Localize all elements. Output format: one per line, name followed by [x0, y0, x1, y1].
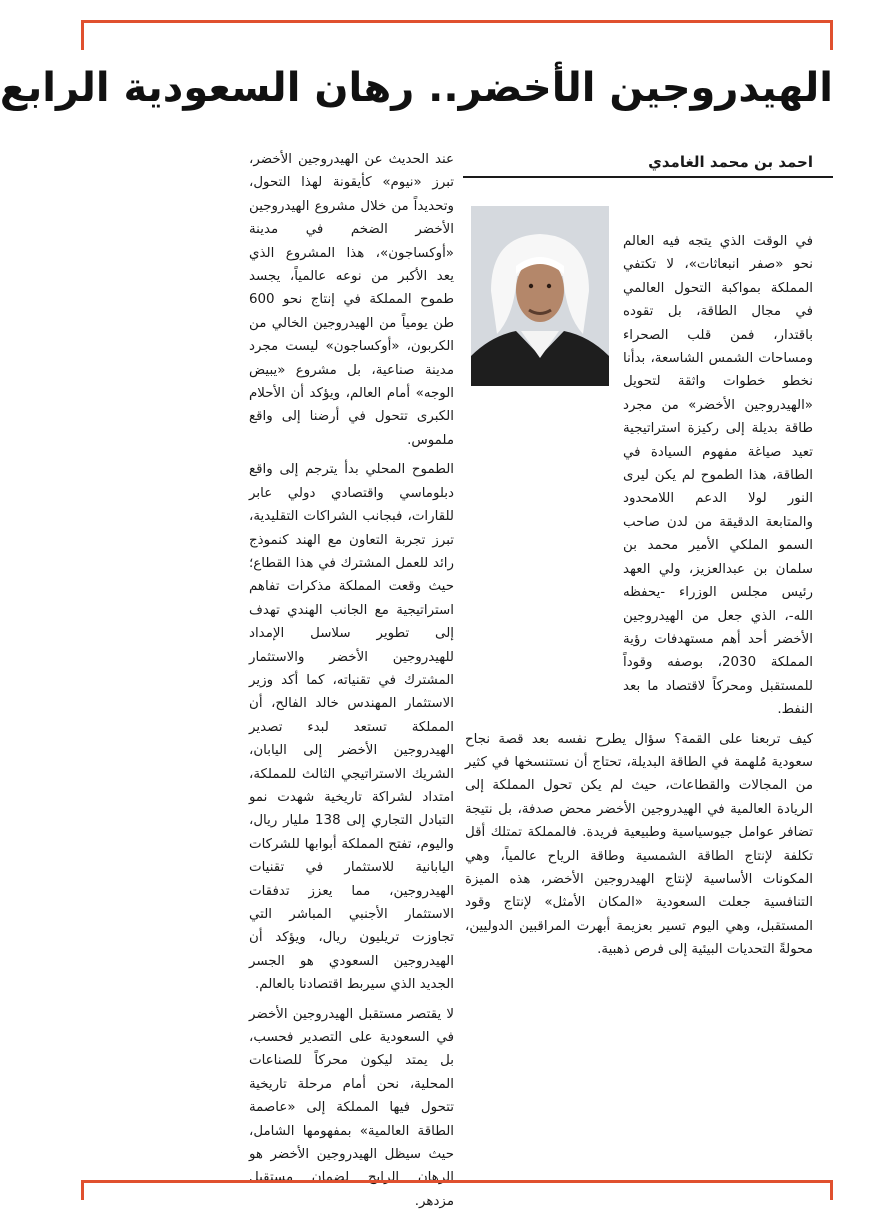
author-byline: احمد بن محمد الغامدي — [463, 148, 833, 178]
bottom-frame-rule — [81, 1180, 833, 1200]
right-column — [463, 148, 833, 1148]
author-photo — [471, 206, 609, 386]
left-column — [249, 148, 454, 1209]
article-paragraph-4: الطموح المحلي بدأ يترجم إلى واقع دبلوماسي واقتصادي دولي عابر للقارات، فبجانب الشراكات التقليدية، تبرز تجربة التعاون مع الهند كنموذج رائد للعمل المشترك في هذا القطاع؛ حيث وقعت المملكة مذكرات تفاهم استراتيجية مع الجانب الهندي تهدف إلى تطوير سلاسل الإمداد للهيدروجين الأخضر والاستثمار المشترك في تقنياته، كما أكد وزير الاستثمار المهندس خالد الفالح، أن المملكة تستعد لبدء تصدير الهيدروجين الأخضر إلى اليابان، الشريك الاستراتيجي الثالث للمملكة، امتداد لشراكة تاريخية شهدت نمو التبادل التجاري إلى 138 مليار ريال، واليوم، تفتح المملكة أبوابها للشركات اليابانية للاستثمار في تقنيات الهيدروجين، مما يعزز تدفقات الاستثمار الأجنبي المباشر التي تجاوزت تريليون ريال، ويؤكد أن الهيدروجين السعودي هو الجسر الجديد الذي سيربط اقتصادنا بالعالم. — [249, 462, 454, 993]
article-paragraph-3: عند الحديث عن الهيدروجين الأخضر، تبرز «نيوم» كأيقونة لهذا التحول، وتحديداً من خلال مشروع الهيدروجين الأخضر الضخم في مدينة «أوكساجون»، هذا المشروع الذي يعد الأكبر من نوعه عالمياً، يجسد طموح المملكة في إنتاج نحو 600 طن يومياً من الهيدروجين الخالي من الكربون، «أوكساجون» ليست مجرد مدينة صناعية، بل مشروع «يبيض الوجه» أمام العالم، ويؤكد أن الأحلام الكبرى تتحول في أرضنا إلى واقع ملموس. — [249, 152, 454, 448]
article-paragraph-1: في الوقت الذي يتجه فيه العالم نحو «صفر انبعاثات»، لا تكتفي المملكة بمواكبة التحول العالمي في مجال الطاقة، بل تقوده باقتدار، فمن قلب الصحراء ومساحات الشمس الشاسعة، بدأنا نخطو خطوات واثقة لتحويل «الهيدروجين الأخضر» من مجرد طاقة بديلة إلى ركيزة استراتيجية تعيد صياغة مفهوم السيادة في الطاقة، هذا الطموح لم يكن ليرى النور لولا الدعم اللامحدود والمتابعة الدقيقة من لدن صاحب السمو الملكي الأمير محمد بن سلمان بن عبدالعزيز، ولي العهد رئيس مجلس الوزراء -يحفظه الله-، الذي جعل من الهيدروجين الأخضر أحد أهم مستهدفات رؤية المملكة 2030، بوصفه وقوداً للمستقبل ومحركاً لاقتصاد ما بعد النفط. — [623, 234, 814, 718]
top-frame-rule — [81, 20, 833, 50]
author-portrait-icon — [471, 206, 609, 386]
article-paragraph-2: كيف تربعنا على القمة؟ سؤال يطرح نفسه بعد قصة نجاح سعودية مُلهمة في الطاقة البديلة، تحتاج أن نستنسخها في كثير من المجالات والقطاعات، حيث لم يكن تحول المملكة إلى الريادة العالمية في الهيدروجين الأخضر محض صدفة، بل نتيجة تضافر عوامل جيوسياسية وطبيعية فريدة. فالمملكة تمتلك أقل تكلفة لإنتاج الطاقة الشمسية وطاقة الرياح عالمياً، وهي المكونات الأساسية لإنتاج الهيدروجين الأخضر، هذه الميزة التنافسية جعلت السعودية «المكان الأمثل» لإنتاج وقود المستقبل، وهي اليوم تسير بعزيمة أبهرت المراقبين الدوليين، محولةً التحديات البيئية إلى فرص ذهبية. — [465, 731, 813, 958]
article-paragraph-5: لا يقتصر مستقبل الهيدروجين الأخضر في السعودية على التصدير فحسب، بل يمتد ليكون محركاً للصناعات المحلية، نحن أمام مرحلة تاريخية تتحول فيها المملكة إلى «عاصمة الطاقة العالمية» بمفهومها الشامل، حيث سيظل الهيدروجين الأخضر هو الرهان الرابح لضمان مستقبل مزدهر. — [249, 1006, 454, 1209]
article-headline: الهيدروجين الأخضر.. رهان السعودية الرابع — [0, 65, 833, 111]
